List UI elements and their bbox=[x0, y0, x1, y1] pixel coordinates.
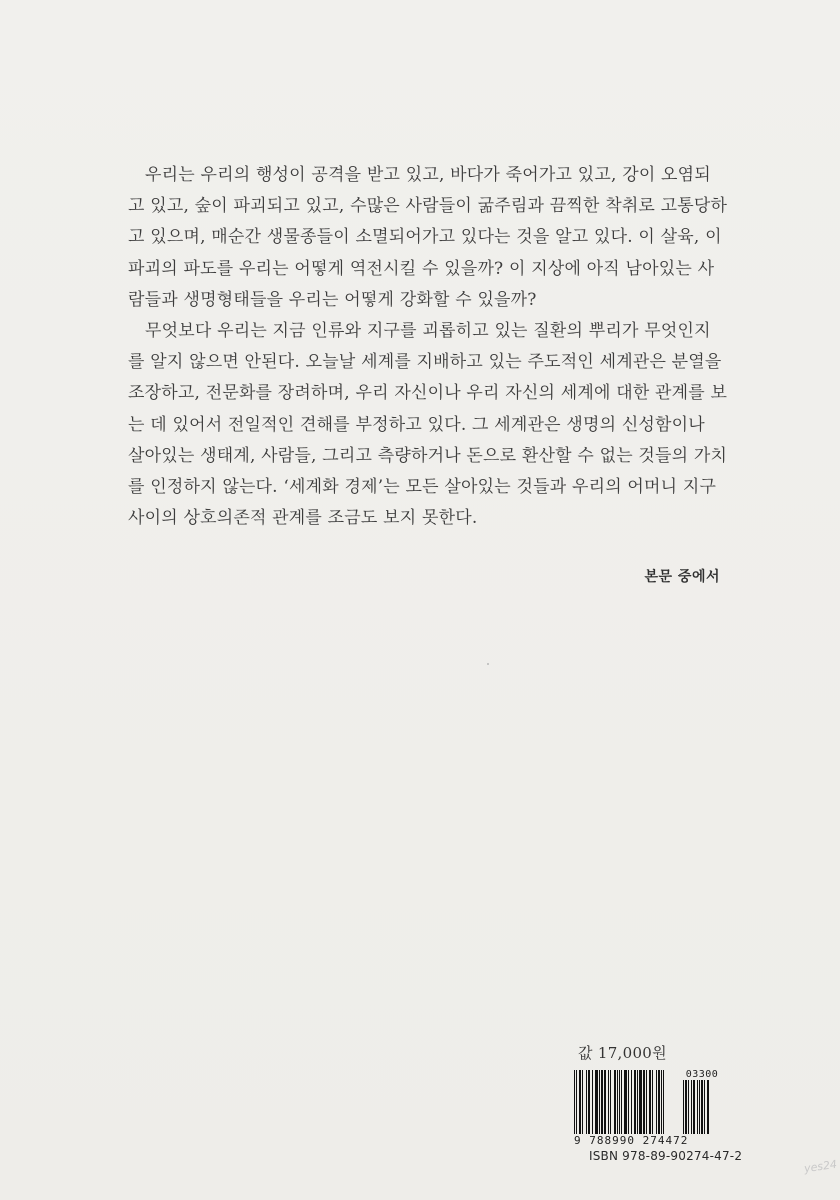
price-label: 값 17,000원 bbox=[578, 1044, 667, 1062]
barcode-bar bbox=[617, 1070, 618, 1134]
barcode-bar bbox=[588, 1070, 590, 1134]
barcode-bar bbox=[628, 1070, 629, 1134]
text-line: 파괴의 파도를 우리는 어떻게 역전시킬 수 있을까? 이 지상에 아직 남아있는 사 bbox=[128, 258, 715, 279]
barcode-addon-digits: 03300 bbox=[685, 1069, 719, 1080]
text-line: 조장하고, 전문화를 장려하며, 우리 자신이나 우리 자신의 세계에 대한 관계를 보 bbox=[128, 383, 728, 404]
excerpt-source: 본문 중에서 bbox=[644, 569, 720, 585]
text-line: 사이의 상호의존적 관계를 조금도 보지 못한다. bbox=[128, 508, 478, 529]
barcode-bar bbox=[610, 1070, 611, 1134]
barcode-addon-bars bbox=[683, 1080, 721, 1134]
barcode-bar bbox=[707, 1080, 709, 1134]
text-line: 를 인정하지 않는다. ‘세계화 경제’는 모든 살아있는 것들과 우리의 어머니 지구 bbox=[128, 477, 717, 498]
barcode-bar bbox=[604, 1070, 606, 1134]
barcode-bar bbox=[576, 1070, 577, 1134]
barcode-bar bbox=[624, 1070, 627, 1134]
text-line: 람들과 생명형태들을 우리는 어떻게 강화할 수 있을까? bbox=[128, 289, 537, 310]
text-line: 살아있는 생태계, 사람들, 그리고 측량하거나 돈으로 환산할 수 없는 것들의 가치 bbox=[128, 445, 728, 466]
text-line: 를 알지 않으면 안된다. 오늘날 세계를 지배하고 있는 주도적인 세계관은 분열을 bbox=[128, 352, 722, 373]
barcode-bar bbox=[619, 1070, 620, 1134]
barcode-bar bbox=[646, 1070, 647, 1134]
barcode-bar bbox=[586, 1070, 587, 1134]
barcode-bar bbox=[614, 1070, 616, 1134]
barcode-main-bars bbox=[574, 1070, 677, 1134]
barcode-bar bbox=[582, 1070, 583, 1134]
barcode-bar bbox=[652, 1070, 653, 1134]
barcode-bar bbox=[637, 1070, 638, 1134]
barcode bbox=[574, 1070, 724, 1148]
decorative-dot bbox=[487, 663, 489, 665]
barcode-bar bbox=[656, 1070, 657, 1134]
watermark: yes24 bbox=[803, 1157, 838, 1176]
barcode-bar bbox=[634, 1070, 636, 1134]
text-line: 우리는 우리의 행성이 공격을 받고 있고, 바다가 죽어가고 있고, 강이 오염되 bbox=[145, 165, 711, 185]
barcode-bar bbox=[599, 1070, 600, 1134]
barcode-bar bbox=[601, 1070, 603, 1134]
isbn-label: ISBN 978-89-90274-47-2 bbox=[589, 1149, 743, 1163]
barcode-bar bbox=[685, 1080, 687, 1134]
barcode-bar bbox=[701, 1080, 703, 1134]
barcode-bar bbox=[649, 1070, 651, 1134]
barcode-bar bbox=[631, 1070, 632, 1134]
barcode-bar bbox=[663, 1070, 664, 1134]
barcode-bar bbox=[699, 1080, 700, 1134]
excerpt-paragraph-1 bbox=[128, 160, 728, 316]
barcode-bar bbox=[592, 1070, 593, 1134]
barcode-bar bbox=[643, 1070, 645, 1134]
barcode-bar bbox=[574, 1070, 575, 1134]
text-line: 무엇보다 우리는 지금 인류와 지구를 괴롭히고 있는 질환의 뿌리가 무엇인지 bbox=[145, 321, 711, 342]
barcode-bar bbox=[691, 1080, 692, 1134]
barcode-bar bbox=[704, 1080, 705, 1134]
barcode-bar bbox=[621, 1070, 622, 1134]
barcode-ean-digits: 9 788990 274472 bbox=[574, 1134, 689, 1147]
barcode-bar bbox=[639, 1070, 642, 1134]
excerpt-paragraph-2 bbox=[128, 316, 728, 534]
text-line: 는 데 있어서 전일적인 견해를 부정하고 있다. 그 세계관은 생명의 신성함이나 bbox=[128, 414, 705, 435]
barcode-bar bbox=[608, 1070, 609, 1134]
excerpt-text bbox=[128, 160, 728, 534]
barcode-bar bbox=[661, 1070, 662, 1134]
barcode-bar bbox=[688, 1080, 689, 1134]
text-line: 고 있으며, 매순간 생물종들이 소멸되어가고 있다는 것을 알고 있다. 이 살육, 이 bbox=[128, 227, 722, 248]
barcode-bar bbox=[595, 1070, 598, 1134]
text-line: 고 있고, 숲이 파괴되고 있고, 수많은 사람들이 굶주림과 끔찍한 착취로 고통당하 bbox=[128, 196, 728, 217]
barcode-bar bbox=[697, 1080, 698, 1134]
barcode-bar bbox=[658, 1070, 660, 1134]
barcode-bar bbox=[683, 1080, 684, 1134]
barcode-bar bbox=[579, 1070, 581, 1134]
barcode-bar bbox=[693, 1080, 695, 1134]
